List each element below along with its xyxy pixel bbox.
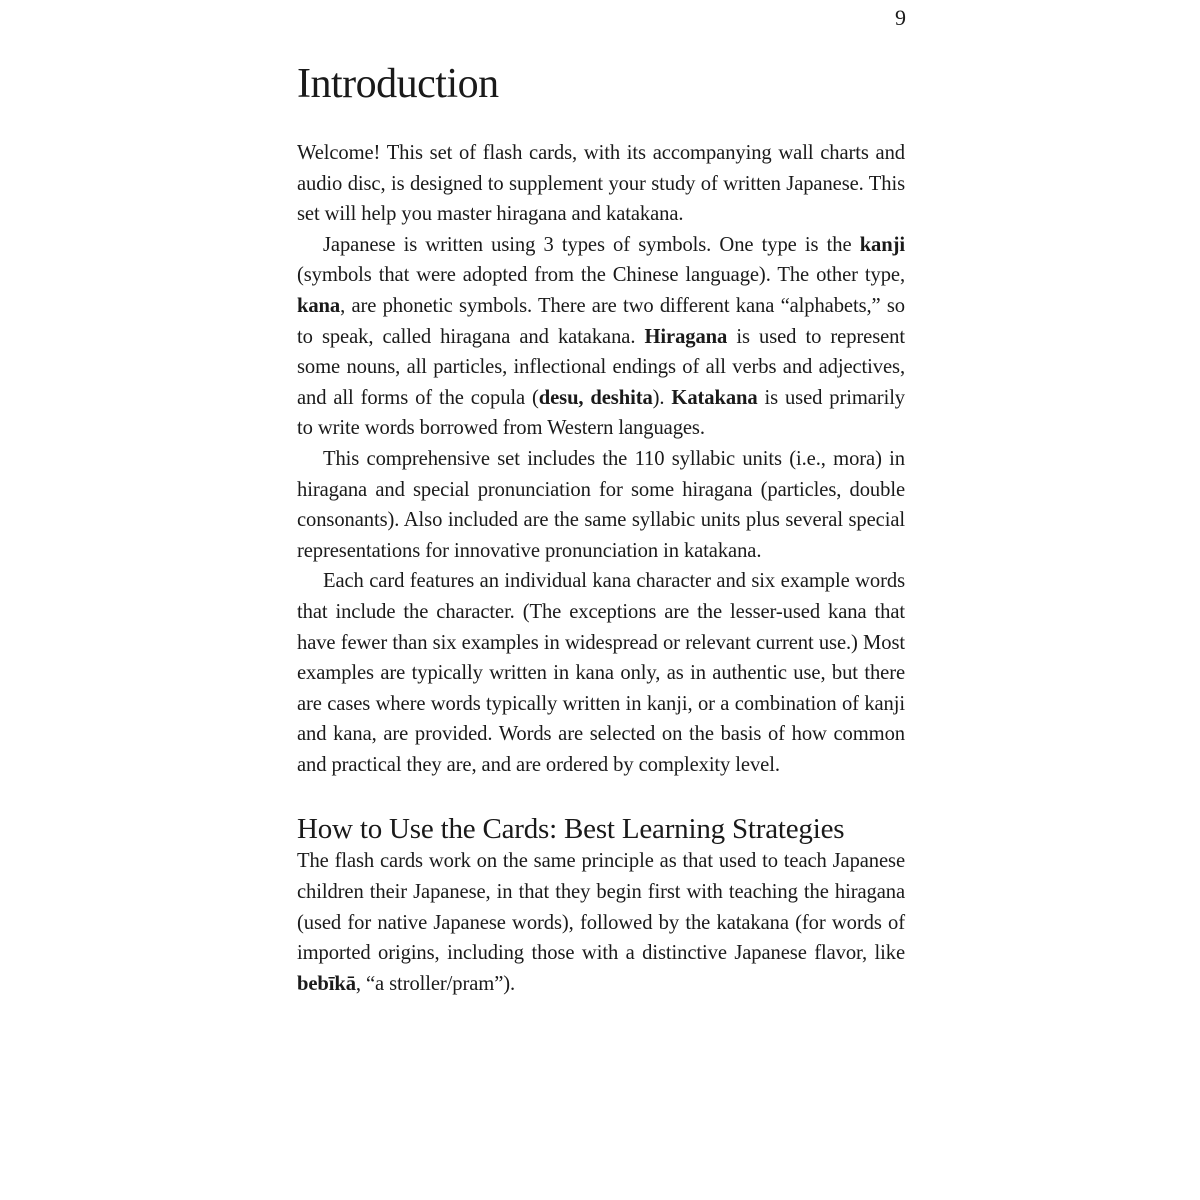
- intro-paragraph-3: This comprehensive set includes the 110 syllabic units (i.e., mora) in hiragana and special pronunciation for some hiragana (particles, double consonants). Also included are the same syllabic units plus several special representations for innovative pronunciation in katakana.: [297, 447, 905, 562]
- text-run: (symbols that were adopted from the Chinese language). The other type,: [297, 264, 905, 287]
- text-run: is used primarily to write words borrowed from Western languages.: [297, 386, 906, 440]
- introduction-body: [297, 138, 905, 780]
- text-run: ).: [652, 386, 672, 409]
- page-content: [297, 60, 905, 999]
- term-hiragana: Hiragana: [644, 325, 728, 348]
- intro-paragraph-4: Each card features an individual kana character and six example words that include the character. (The exceptions are the lesser-used kana that have fewer than six examples in widespread or relevant current use.) Most examples are typically written in kana only, as in authentic use, but there are cases where words typically written in kanji, or a combination of kanji and kana, are provided. Words are selected on the basis of how common and practical they are, and are ordered by complexity level.: [297, 570, 905, 776]
- text-run: The flash cards work on the same principle as that used to teach Japanese children their Japanese, in that they begin first with teaching the hiragana (used for native Japanese words), followed by the katakana (for words of imported origins, including those with a distinctive Japanese flavor, like: [297, 850, 905, 965]
- intro-paragraph-2: [297, 230, 905, 444]
- section-heading-how-to-use: How to Use the Cards: Best Learning Strategies: [297, 813, 845, 846]
- term-kana: kana: [297, 294, 341, 317]
- intro-paragraph-1: Welcome! This set of flash cards, with its accompanying wall charts and audio disc, is designed to supplement your study of written Japanese. This set will help you master hiragana and katakana.: [297, 142, 905, 226]
- text-run: Japanese is written using 3 types of symbols. One type is the: [323, 233, 860, 256]
- term-kanji: kanji: [859, 233, 905, 256]
- text-run: , “a stroller/pram”).: [355, 972, 516, 995]
- text-run: , are phonetic symbols. There are two different kana “alphabets,” so to speak, called hiragana and katakana.: [297, 294, 905, 348]
- page-number: 9: [895, 5, 906, 30]
- term-katakana: Katakana: [671, 386, 758, 409]
- how-to-paragraph-1: [297, 846, 905, 999]
- page-title: Introduction: [297, 61, 499, 107]
- term-copula: desu, deshita: [538, 386, 653, 409]
- text-run: is used to represent some nouns, all particles, inflectional endings of all verbs and adjectives, and all forms of the copula (: [297, 325, 905, 409]
- term-bebika: bebīkā: [297, 972, 356, 995]
